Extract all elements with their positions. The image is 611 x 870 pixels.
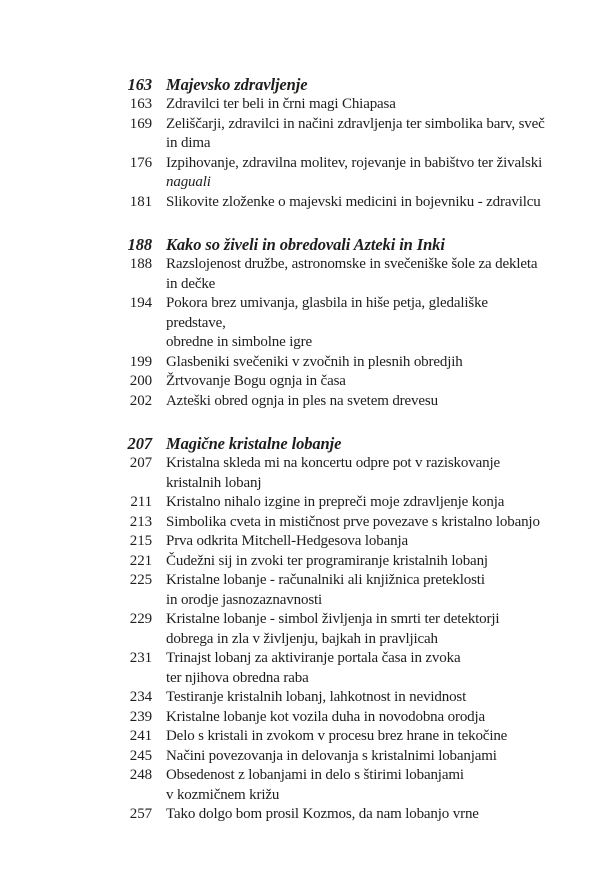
toc-section [100,234,560,411]
entry-text [166,454,500,493]
toc-entry [100,454,560,493]
entry-page-number: 229 [129,611,152,627]
section-heading [100,234,560,255]
entry-page-number: 234 [129,689,152,705]
toc-entry [100,649,560,688]
toc-entry [100,493,560,513]
toc-section [100,74,560,212]
entry-page-number: 202 [129,392,152,409]
entry-text [166,392,438,412]
toc-entry [100,766,560,805]
entry-page-number: 181 [129,193,152,210]
entry-text [166,513,540,533]
entry-text-line: kristalnih lobanj [166,474,262,491]
entry-page-number: 225 [129,572,152,588]
entry-page-number: 194 [129,295,152,311]
entry-page-number: 213 [129,513,152,530]
toc-entry [100,154,560,193]
section-page-number: 188 [127,235,152,254]
entry-text [166,255,537,294]
entry-text-line: Načini povezovanja in delovanja s kristalnimi lobanjami [166,747,497,764]
entry-text [166,353,463,373]
section-title: Majevsko zdravljenje [166,75,308,94]
toc-entry [100,708,560,728]
entry-page-number: 239 [129,708,152,725]
entry-text [166,493,504,513]
entry-page-number: 176 [129,154,152,171]
entry-text-line: Kristalna skleda mi na koncertu odpre pot v raziskovanje [166,455,500,471]
entry-text [166,766,464,805]
entry-text-line: Izpihovanje, zdravilna molitev, rojevanje in babištvo ter živalski [166,154,543,171]
entry-text [166,193,541,213]
entry-text [166,294,551,353]
toc-entry [100,571,560,610]
entry-text [166,805,479,825]
entry-text-line: Simbolika cveta in mističnost prve povezave s kristalno lobanjo [166,513,540,530]
toc-entry [100,552,560,572]
entry-text-line: Zdravilci ter beli in črni magi Chiapasa [166,96,396,112]
entry-text [166,154,542,193]
entry-page-number: 200 [129,373,152,389]
toc-entry [100,115,560,154]
entry-text [166,747,497,767]
entry-text [166,688,466,708]
entry-text-line: Testiranje kristalnih lobanj, lahkotnost in nevidnost [166,689,467,705]
entry-text [166,571,485,610]
entry-text-line: Čudežni sij in zvoki ter programiranje kristalnih lobanj [166,552,488,569]
entry-text-line: Kristalne lobanje kot vozila duha in novodobna orodja [166,708,486,725]
entry-text [166,532,408,552]
toc-entry [100,610,560,649]
section-heading [100,433,560,454]
section-title: Magične kristalne lobanje [166,434,342,453]
toc-entry [100,532,560,552]
section-title: Kako so živeli in obredovali Azteki in Inki [166,235,445,254]
toc-entry [100,372,560,392]
toc-entry [100,294,560,353]
section-heading [100,74,560,95]
entry-text-line: ter njihova obredna raba [166,669,309,686]
entry-text-line: Glasbeniki svečeniki v zvočnih in plesnih obredjih [166,353,463,370]
entry-page-number: 257 [129,806,152,822]
entry-text-line: naguali [166,174,211,190]
entry-text [166,115,545,154]
entry-text [166,552,488,572]
entry-text-line: dobrega in zla v življenju, bajkah in pravljicah [166,630,438,647]
entry-text-line: Prva odkrita Mitchell-Hedgesova lobanja [166,533,408,549]
toc-entry [100,392,560,412]
entry-text-line: Trinajst lobanj za aktiviranje portala časa in zvoka [166,650,461,666]
entry-text [166,649,460,688]
toc-entry [100,805,560,825]
entry-text-line: Slikovite zloženke o majevski medicini in bojevniku - zdravilcu [166,193,541,210]
entry-page-number: 169 [129,115,152,132]
entry-text-line: obredne in simbolne igre [166,334,312,350]
entry-text-line: v kozmičnem križu [166,786,280,803]
entry-text-line: in orodje jasnozaznavnosti [166,591,323,608]
toc-entry [100,747,560,767]
entry-page-number: 245 [129,747,152,764]
entry-text [166,95,396,115]
entry-text-line: in dima [166,135,211,151]
entry-text-line: Razslojenost družbe, astronomske in svečeniške šole za dekleta [166,256,538,272]
entry-text [166,708,485,728]
entry-page-number: 221 [129,552,152,569]
entry-text-line: Pokora brez umivanja, glasbila in hiše petja, gledališke predstave, [166,295,488,331]
entry-text-line: in dečke [166,275,216,292]
entry-text-line: Kristalno nihalo izgine in prepreči moje zdravljenje konja [166,494,505,510]
entry-page-number: 163 [129,96,152,112]
entry-page-number: 241 [129,728,152,744]
toc-entry [100,255,560,294]
entry-page-number: 248 [129,767,152,783]
section-page-number: 207 [127,434,152,453]
toc-entry [100,95,560,115]
toc-section [100,433,560,825]
toc-entry [100,513,560,533]
entry-page-number: 188 [129,256,152,272]
entry-text-line: Zeliščarji, zdravilci in načini zdravljenja ter simbolika barv, sveč [166,115,545,132]
entry-text-line: Obsedenost z lobanjami in delo s štirimi lobanjami [166,767,464,783]
toc-entry [100,353,560,373]
entry-text-line: Azteški obred ognja in ples na svetem drevesu [166,392,438,409]
toc-entry [100,688,560,708]
entry-page-number: 199 [129,353,152,370]
toc-entry [100,193,560,213]
entry-text-line: Tako dolgo bom prosil Kozmos, da nam lobanjo vrne [166,806,479,822]
entry-page-number: 231 [129,650,152,666]
entry-page-number: 207 [129,455,152,471]
entry-text-line: Kristalne lobanje - simbol življenja in smrti ter detektorji [166,611,500,627]
entry-text-line: Delo s kristali in zvokom v procesu brez hrane in tekočine [166,728,508,744]
entry-text-line: Žrtvovanje Bogu ognja in časa [166,373,346,389]
toc-page [100,74,560,825]
entry-text [166,727,507,747]
toc-entry [100,727,560,747]
section-page-number: 163 [127,75,152,94]
entry-page-number: 215 [129,533,152,549]
entry-page-number: 211 [130,494,152,510]
entry-text [166,372,346,392]
entry-text-line: Kristalne lobanje - računalniki ali knjižnica preteklosti [166,572,485,588]
entry-text [166,610,499,649]
